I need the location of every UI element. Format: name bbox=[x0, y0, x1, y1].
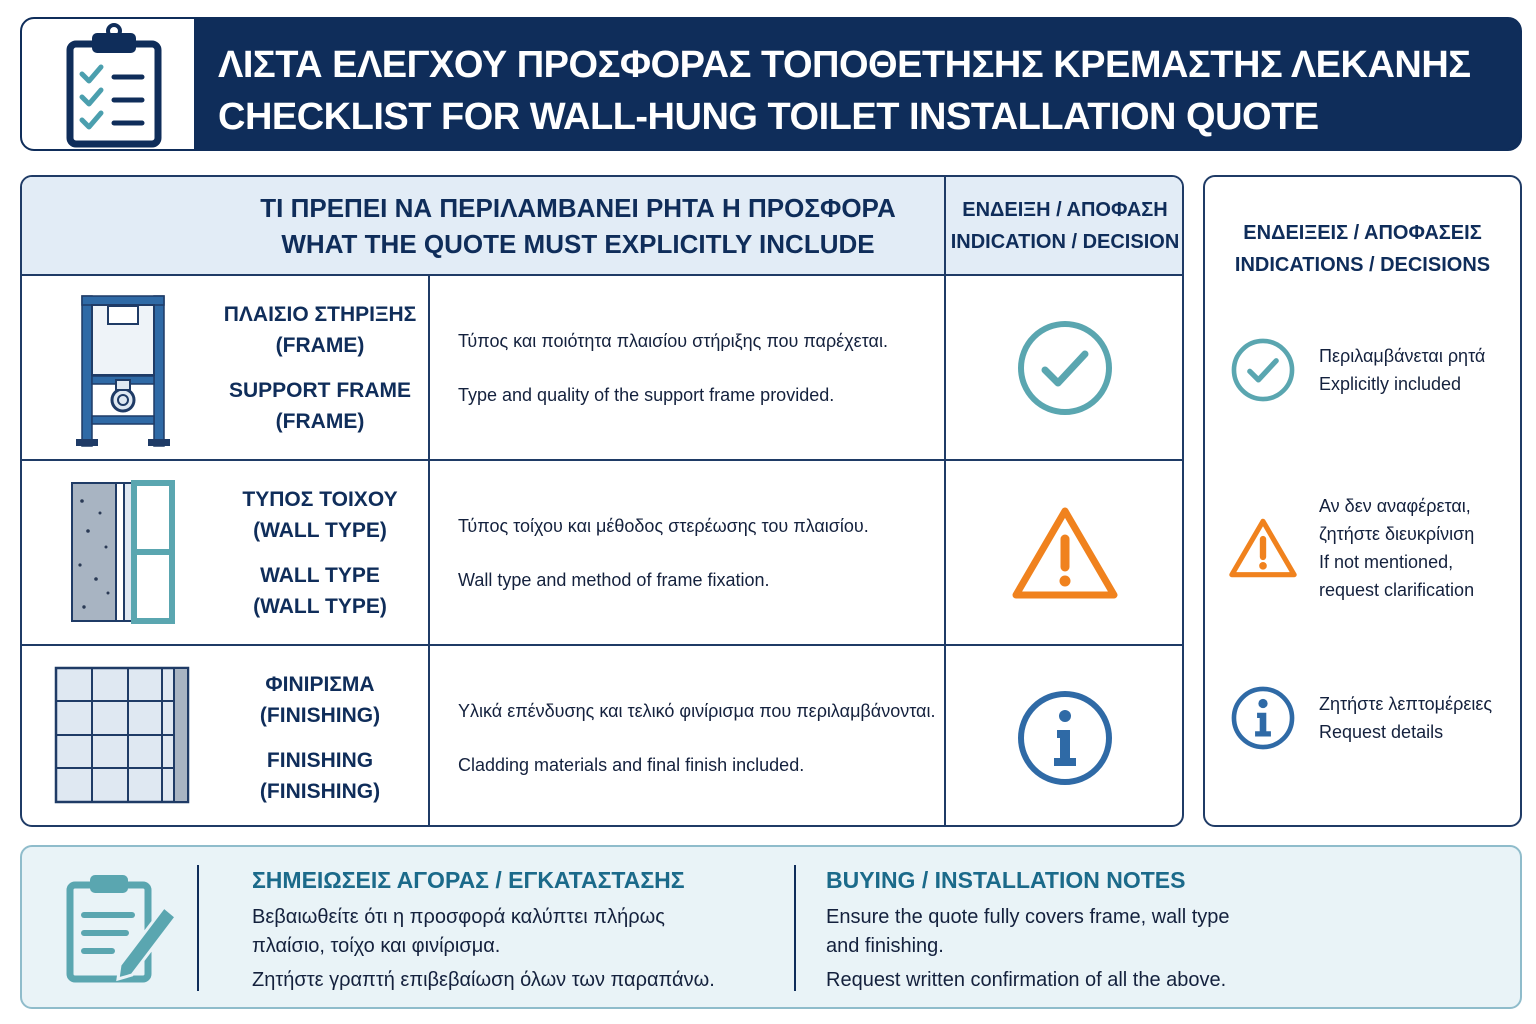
row-description bbox=[458, 276, 938, 460]
row-description-gr: Τύπος τοίχου και μέθοδος στερέωσης του πλαισίου. bbox=[458, 516, 869, 536]
info-circle-icon bbox=[1015, 688, 1115, 788]
row-label-en-sub: (FINISHING) bbox=[259, 780, 381, 803]
row-indicator bbox=[946, 276, 1184, 460]
table-header-decision-en: INDICATION / DECISION bbox=[950, 230, 1180, 253]
table-header-decision bbox=[946, 177, 1184, 274]
row-label-gr: ΤΥΠΟΣ ΤΟΙΧΟΥ bbox=[242, 488, 398, 511]
support-frame-icon bbox=[22, 276, 222, 460]
row-label bbox=[210, 461, 430, 645]
legend-title bbox=[1205, 217, 1520, 281]
check-circle-icon bbox=[1015, 318, 1115, 418]
title-english: CHECKLIST FOR WALL-HUNG TOILET INSTALLATION QUOTE bbox=[218, 96, 1319, 138]
info-circle-icon bbox=[1230, 685, 1296, 751]
check-circle-icon bbox=[1230, 337, 1296, 403]
header-icon-box bbox=[22, 19, 194, 149]
legend-text: Explicitly included bbox=[1319, 374, 1462, 394]
notes-title-gr: ΣΗΜΕΙΩΣΕΙΣ ΑΓΟΡΑΣ / ΕΓΚΑΤΑΣΤΑΣΗΣ bbox=[252, 867, 685, 893]
table-row-finishing bbox=[22, 646, 1182, 827]
notes-body-gr bbox=[252, 903, 715, 961]
checklist-table bbox=[20, 175, 1184, 827]
warning-triangle-icon bbox=[1228, 516, 1298, 580]
legend-text: Αν δεν αναφέρεται, bbox=[1319, 496, 1471, 516]
notes-title-en: BUYING / INSTALLATION NOTES bbox=[826, 867, 1186, 893]
notes-line: Request written confirmation of all the above. bbox=[826, 969, 1227, 991]
row-label-gr-sub: (FRAME) bbox=[275, 334, 365, 357]
notes-line: Βεβαιωθείτε ότι η προσφορά καλύπτει πλήρως bbox=[252, 906, 665, 928]
row-indicator bbox=[946, 646, 1184, 827]
row-label-en-sub: (FRAME) bbox=[275, 410, 365, 433]
row-label-gr-sub: (FINISHING) bbox=[259, 704, 381, 727]
page-title bbox=[218, 39, 1500, 143]
table-row-wall-type bbox=[22, 461, 1182, 645]
finishing-illustration bbox=[22, 646, 222, 827]
row-label-en: WALL TYPE bbox=[260, 564, 380, 587]
notes-line: and finishing. bbox=[826, 935, 944, 957]
notes-panel bbox=[20, 845, 1522, 1009]
support-frame-illustration bbox=[22, 276, 222, 460]
legend-text: Ζητήστε λεπτομέρειες bbox=[1319, 694, 1493, 714]
row-description-en: Wall type and method of frame fixation. bbox=[458, 570, 770, 590]
legend-text: If not mentioned, bbox=[1319, 552, 1454, 572]
legend-item-details bbox=[1227, 685, 1517, 751]
header-banner bbox=[20, 17, 1522, 151]
notes-english bbox=[826, 865, 1230, 995]
row-description-gr: Υλικά επένδυσης και τελικό φινίρισμα που περιλαμβάνονται. bbox=[458, 701, 936, 721]
row-label-en: FINISHING bbox=[266, 749, 374, 772]
row-label-en-sub: (WALL TYPE) bbox=[253, 595, 387, 618]
legend-item-clarify bbox=[1227, 492, 1517, 604]
legend-text: Περιλαμβάνεται ρητά bbox=[1319, 346, 1486, 366]
notes-divider bbox=[197, 865, 199, 991]
notes-line: Ensure the quote fully covers frame, wall type bbox=[826, 906, 1230, 928]
row-description-en: Type and quality of the support frame provided. bbox=[458, 385, 835, 405]
table-header-main bbox=[22, 177, 944, 274]
legend-title-en: INDICATIONS / DECISIONS bbox=[1234, 254, 1491, 276]
legend-text: request clarification bbox=[1319, 580, 1475, 600]
legend-panel bbox=[1203, 175, 1522, 827]
row-description-gr: Τύπος και ποιότητα πλαισίου στήριξης που παρέχεται. bbox=[458, 331, 888, 351]
clipboard-checklist-icon bbox=[22, 19, 194, 149]
row-label-en: SUPPORT FRAME bbox=[228, 379, 411, 402]
row-label bbox=[210, 646, 430, 827]
clipboard-pencil-icon bbox=[60, 867, 184, 991]
table-header-main-en: WHAT THE QUOTE MUST EXPLICITLY INCLUDE bbox=[281, 228, 875, 259]
row-description bbox=[458, 646, 938, 827]
table-header-decision-gr: ΕΝΔΕΙΞΗ / ΑΠΟΦΑΣΗ bbox=[962, 198, 1168, 221]
row-label-gr: ΦΙΝΙΡΙΣΜΑ bbox=[265, 673, 375, 696]
wall-type-illustration bbox=[22, 461, 222, 645]
legend-title-gr: ΕΝΔΕΙΞΕΙΣ / ΑΠΟΦΑΣΕΙΣ bbox=[1243, 222, 1482, 244]
warning-triangle-icon bbox=[1010, 503, 1120, 603]
notes-body-en bbox=[826, 903, 1230, 961]
row-label-gr: ΠΛΑΙΣΙΟ ΣΤΗΡΙΞΗΣ bbox=[223, 303, 417, 326]
row-description bbox=[458, 461, 938, 645]
notes-line: Ζητήστε γραπτή επιβεβαίωση όλων των παραπάνω. bbox=[252, 969, 715, 991]
row-indicator bbox=[946, 461, 1184, 645]
legend-text: Request details bbox=[1319, 722, 1444, 742]
notes-line: πλαίσιο, τοίχο και φινίρισμα. bbox=[252, 935, 501, 957]
notes-greek bbox=[252, 865, 715, 995]
title-greek: ΛΙΣΤΑ ΕΛΕΓΧΟΥ ΠΡΟΣΦΟΡΑΣ ΤΟΠΟΘΕΤΗΣΗΣ ΚΡΕΜΑΣΤΗΣ ΛΕΚΑΝΗΣ bbox=[218, 44, 1471, 86]
table-header-main-gr: ΤΙ ΠΡΕΠΕΙ ΝΑ ΠΕΡΙΛΑΜΒΑΝΕΙ ΡΗΤΑ Η ΠΡΟΣΦΟΡΑ bbox=[260, 192, 896, 223]
legend-item-included bbox=[1227, 337, 1517, 403]
row-label bbox=[210, 276, 430, 460]
table-header bbox=[22, 177, 1182, 276]
row-label-gr-sub: (WALL TYPE) bbox=[253, 519, 387, 542]
table-row-frame bbox=[22, 276, 1182, 460]
tile-wall-icon bbox=[22, 646, 222, 827]
row-description-en: Cladding materials and final finish included. bbox=[458, 755, 805, 775]
legend-text: ζητήστε διευκρίνιση bbox=[1319, 524, 1475, 544]
wall-section-icon bbox=[22, 461, 222, 645]
notes-divider bbox=[794, 865, 796, 991]
